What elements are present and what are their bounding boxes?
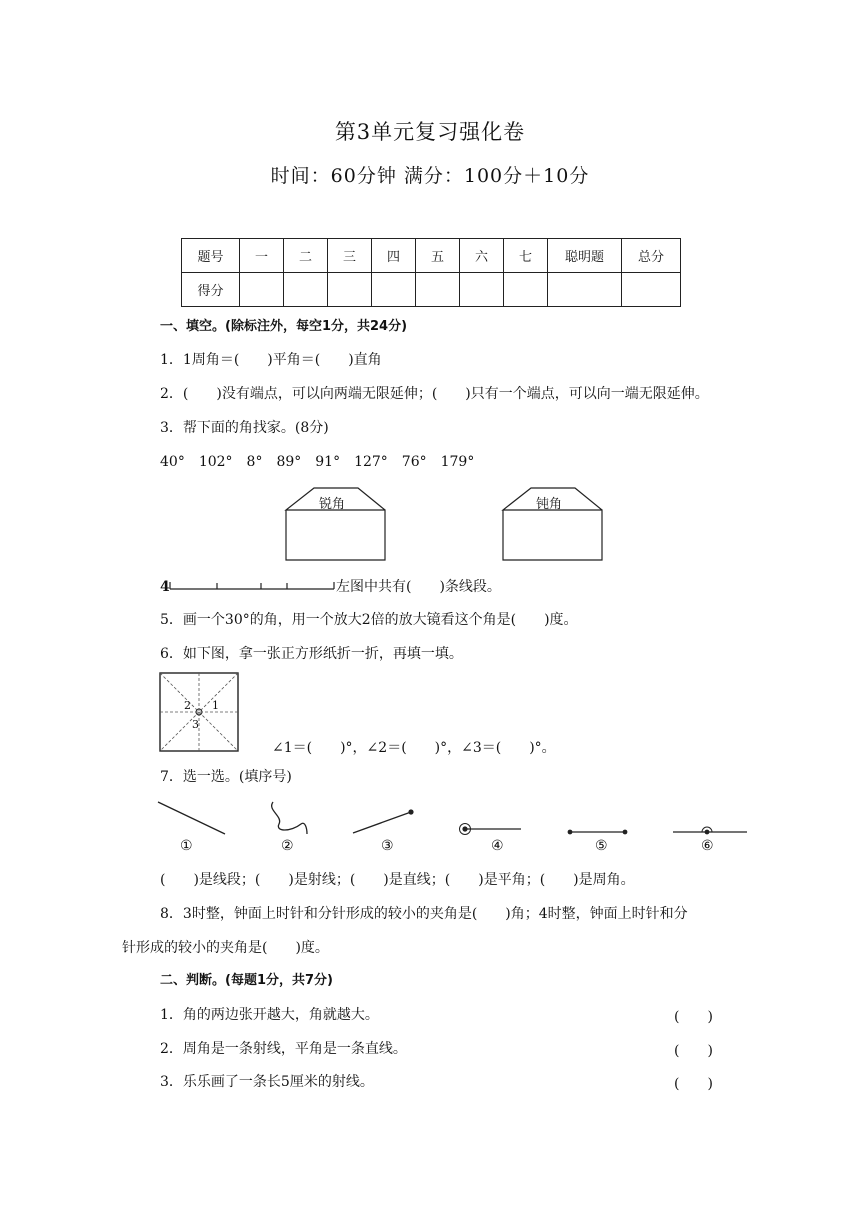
score-input-cell[interactable] [622,273,681,307]
score-cell: 六 [460,239,504,273]
score-cell: 七 [504,239,548,273]
figure-mark-4: ④ [491,838,504,854]
score-table [181,238,681,307]
score-input-cell[interactable] [284,273,328,307]
score-table-score-row [182,273,681,307]
score-cell: 二 [284,239,328,273]
section1-heading: 一、填空。(除标注外，每空1分，共24分) [160,319,408,334]
figure-mark-2: ② [281,838,294,854]
question-6: 6．如下图，拿一张正方形纸折一折，再填一填。 [160,646,463,662]
question-3: 3．帮下面的角找家。(8分) [160,420,329,436]
score-input-cell[interactable] [240,273,284,307]
question-6-fill: ∠1＝( )°，∠2＝( )°，∠3＝( )°。 [272,740,556,756]
figure-mark-6: ⑥ [701,838,714,854]
page-title: 第3单元复习强化卷 [334,120,526,144]
question-1: 1．1周角＝( )平角＝( )直角 [160,352,382,368]
segment-diagram [168,578,338,592]
score-cell: 一 [240,239,284,273]
judge-answer-2[interactable]: ( ) [674,1043,713,1059]
score-cell: 总分 [622,239,681,273]
angle-label-3: 3 [192,718,199,731]
house-acute-label: 锐角 [319,497,346,512]
folded-square-diagram [159,672,241,754]
question-4-number: 4 [160,579,170,595]
score-cell: 四 [372,239,416,273]
score-input-cell[interactable] [372,273,416,307]
score-input-cell[interactable] [328,273,372,307]
judge-answer-3[interactable]: ( ) [674,1076,713,1092]
angle-label-2: 2 [184,699,191,712]
angle-label-1: 1 [212,699,219,712]
angle-list: 40° 102° 8° 89° 91° 127° 76° 179° [160,454,475,470]
question-8-line1: 8．3时整，钟面上时针和分针形成的较小的夹角是( )角；4时整，钟面上时针和分 [160,906,688,922]
judge-item-1: 1．角的两边张开越大，角就越大。 [160,1007,379,1023]
score-input-cell[interactable] [548,273,622,307]
section2-heading: 二、判断。(每题1分，共7分) [160,973,333,988]
figure-mark-3: ③ [381,838,394,854]
question-2: 2．( )没有端点，可以向两端无限延伸；( )只有一个端点，可以向一端无限延伸。 [160,386,709,402]
score-table-header-row [182,239,681,273]
score-cell: 聪明题 [548,239,622,273]
judge-item-2: 2．周角是一条射线，平角是一条直线。 [160,1041,407,1057]
score-cell: 题号 [182,239,240,273]
judge-item-3: 3．乐乐画了一条长5厘米的射线。 [160,1074,374,1090]
score-cell: 三 [328,239,372,273]
question-4: 左图中共有( )条线段。 [336,579,501,595]
page-subtitle: 时间：60分钟 满分：100分＋10分 [270,165,590,187]
question-8-line2: 针形成的较小的夹角是( )度。 [122,940,329,956]
question-7: 7．选一选。(填序号) [160,769,292,785]
score-cell: 五 [416,239,460,273]
question-5: 5．画一个30°的角，用一个放大2倍的放大镜看这个角是( )度。 [160,612,578,628]
score-cell: 得分 [182,273,240,307]
score-input-cell[interactable] [504,273,548,307]
question-7-fill: ( )是线段；( )是射线；( )是直线；( )是平角；( )是周角。 [160,872,635,888]
score-input-cell[interactable] [460,273,504,307]
score-input-cell[interactable] [416,273,460,307]
house-obtuse-label: 钝角 [536,497,563,512]
figure-mark-5: ⑤ [595,838,608,854]
judge-answer-1[interactable]: ( ) [674,1009,713,1025]
figure-mark-1: ① [180,838,193,854]
line-figures [155,798,750,838]
